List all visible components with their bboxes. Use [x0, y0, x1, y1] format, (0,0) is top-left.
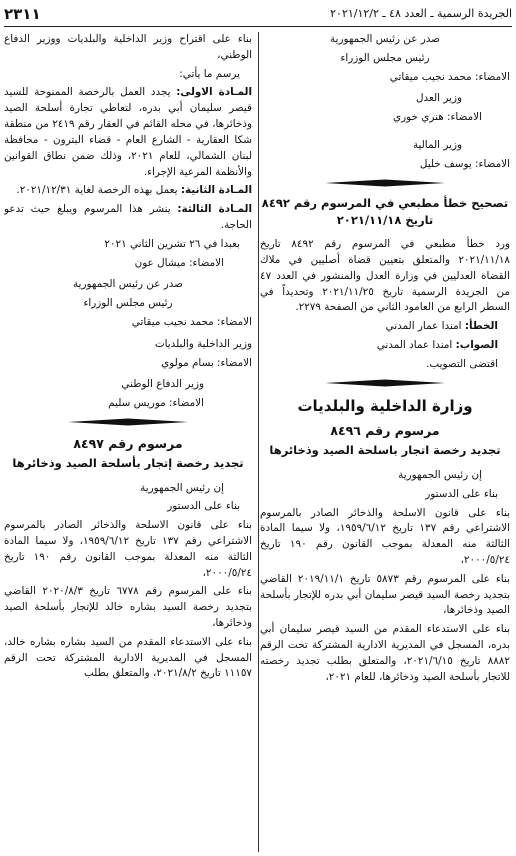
correction-fix	[260, 338, 510, 354]
article-1-label: المـادة الاولى:	[176, 86, 252, 99]
pm-signature-left: الامضاء: محمد نجيب ميقاتي	[131, 316, 252, 328]
proposal-paragraph: بناء على اقتراح وزير الداخلية والبلديات ووزير الدفاع الوطني،	[4, 33, 252, 61]
defense-minister-title: وزير الدفاع الوطني	[121, 378, 204, 391]
decree-intro: يرسم ما يأتي:	[179, 67, 240, 80]
section-separator	[68, 418, 188, 426]
decree-8497-basis-prior-decree: بناء على المرسوم رقم ٦٧٧٨ تاريخ ٢٠٢٠/٨/٣ القاضي بتجديد رخصة السيد بشاره خالد للإتجار بأسلحة الصيد وذخائرها،	[4, 585, 252, 630]
decree-8496-subject: تجديد رخصة اتجار باسلحة الصيد وذخائرها	[269, 443, 501, 458]
page-number: ٢٣١١	[4, 4, 41, 23]
date-line: بعبدا في ٢٦ تشرين الثاني ٢٠٢١	[104, 237, 240, 250]
error-value: امندا عمار المدني	[385, 320, 462, 333]
article-2-label: المـادة الثانية:	[180, 184, 252, 197]
fix-label: الصواب:	[455, 339, 498, 352]
fix-value: امندا عماد المدني	[376, 339, 453, 352]
decree-8496-basis-prior-decree: بناء على المرسوم رقم ٥٨٧٣ تاريخ ٢٠١٩/١١/١ القاضي بتجديد رخصة السيد قيصر سليمان أبي بدره للإتجار بأسلحة الصيد وذخائرها،	[260, 572, 510, 617]
article-3	[4, 202, 252, 234]
decree-8497-number: مرسوم رقم ٨٤٩٧	[73, 436, 183, 452]
column-divider	[258, 32, 259, 852]
gazette-title: الجريدة الرسمية ـ العدد ٤٨ ـ ٢٠٢١/١٢/٢	[330, 6, 512, 20]
correction-closing: اقتضى التصويب.	[426, 357, 498, 370]
error-label: الخطأ:	[464, 320, 498, 333]
correction-heading-line2: تاريخ ٢٠٢١/١١/١٨	[336, 212, 434, 227]
section-separator	[325, 379, 445, 387]
decree-8497-opening: إن رئيس الجمهورية	[140, 481, 224, 494]
correction-heading	[260, 195, 510, 230]
correction-body: ورد خطأ مطبعي في المرسوم رقم ٨٤٩٢ تاريخ ٢٠٢١/١١/١٨ والمتعلق بتعيين قضاة أصليين في ملاك القضاة العدليين في وزارة العدل والمنشور في العدد ٤٧ من الجريدة الرسمية تاريخ ٢٠٢١/١١/٢٥ وتحديداً في السطر الرابع من العامود الثاني من الصفحة ٢٢٧٩.	[260, 238, 510, 314]
article-1-text: يجدد العمل بالرخصة الممنوحة للسيد قيصر سليمان أبي بدره، لتعاطي تجارة أسلحة الصيد وذخائرها، في محله القائم في العقار رقم ٢٤١٩ من منطقة شكا العقارية - الشارع العام - قضاء البترون - محافظة لبنان الشمالي، للعام ٢٠٢١، وذلك ضمن نطاق القوانين والأنظمة المرعية الإجراء.	[4, 86, 252, 178]
decree-8497-basis-law: بناء على قانون الاسلحة والذخائر الصادر بالمرسوم الاشتراعي رقم ١٣٧ تاريخ ١٩٥٩/٦/١٢، ولا سيما المادة الثالثة منه المعدلة بموجب القانون رقم ١٩٠ تاريخ ٢٠٠٠/٥/٢٤،	[4, 519, 252, 579]
correction-heading-line1: تصحيح خطأ مطبعي في المرسوم رقم ٨٤٩٢	[261, 195, 509, 210]
article-1	[4, 85, 252, 180]
justice-minister-title: وزير العدل	[415, 92, 462, 105]
defense-minister-signature: الامضاء: موريس سليم	[108, 397, 204, 410]
finance-minister-title: وزير المالية	[412, 139, 462, 152]
page-header	[4, 2, 512, 27]
decree-8496-basis-request: بناء على الاستدعاء المقدم من السيد قيصر سليمان أبي بدره، المسجل في المديرية الادارية المشتركة تحت الرقم ٨٨٨٢ تاريخ ٢٠٢١/٦/١٥، والمتعلق بطلب تجديد رخصته للاتجار بأسلحة الصيد وذخائرها، للعام ٢٠٢١،	[260, 623, 510, 683]
pm-title: رئيس مجلس الوزراء	[340, 51, 430, 64]
finance-minister-signature: الامضاء: يوسف خليل	[419, 157, 510, 170]
article-3-text: ينشر هذا المرسوم ويبلغ حيث تدعو الحاجة.	[4, 203, 252, 231]
section-separator	[325, 179, 445, 187]
article-2	[4, 183, 252, 199]
right-column	[260, 32, 510, 854]
article-3-label: المـادة الثالثة:	[177, 203, 252, 216]
pm-signature: الامضاء: محمد نجيب ميقاتي	[389, 70, 510, 83]
president-signature: الامضاء: ميشال عون	[134, 256, 224, 269]
decree-8497-basis-request: بناء على الاستدعاء المقدم من السيد بشاره بشاره خالد، المسجل في المديرية الادارية المشتركة تحت الرقم ١١١٥٧ تاريخ ٢٠٢١/٨/٢، والمتعلق بطلب	[4, 635, 252, 680]
decree-8496-opening: إن رئيس الجمهورية	[398, 468, 482, 481]
interior-minister-signature: الامضاء: بسام مولوي	[161, 356, 252, 369]
justice-minister-signature: الامضاء: هنري خوري	[393, 111, 482, 124]
decree-8496-number: مرسوم رقم ٨٤٩٦	[330, 423, 440, 439]
decree-8497-subject: تجديد رخصة إتجار بأسلحة الصيد وذخائرها	[12, 456, 244, 471]
pm-title-left: رئيس مجلس الوزراء	[83, 297, 173, 310]
issuer-line-left: صدر عن رئيس الجمهورية	[72, 278, 183, 291]
decree-8496-basis-law: بناء على قانون الاسلحة والذخائر الصادر بالمرسوم الاشتراعي رقم ١٣٧ تاريخ ١٩٥٩/٦/١٢، ولا سيما المادة الثالثة منه المعدلة بموجب القانون رقم ١٩٠ تاريخ ٢٠٠٠/٥/٢٤،	[260, 506, 510, 567]
ministry-heading: وزارة الداخلية والبلديات	[297, 396, 473, 415]
correction-error	[260, 319, 510, 335]
issuer-line: صدر عن رئيس الجمهورية	[329, 33, 440, 45]
left-column	[4, 32, 252, 854]
decree-8497-basis-constitution: بناء على الدستور	[167, 500, 240, 513]
article-2-text: يعمل بهذه الرخصة لغاية ٢٠٢١/١٢/٣١.	[16, 184, 178, 197]
decree-8496-basis-constitution: بناء على الدستور	[425, 487, 498, 500]
interior-minister-title: وزير الداخلية والبلديات	[154, 337, 252, 350]
